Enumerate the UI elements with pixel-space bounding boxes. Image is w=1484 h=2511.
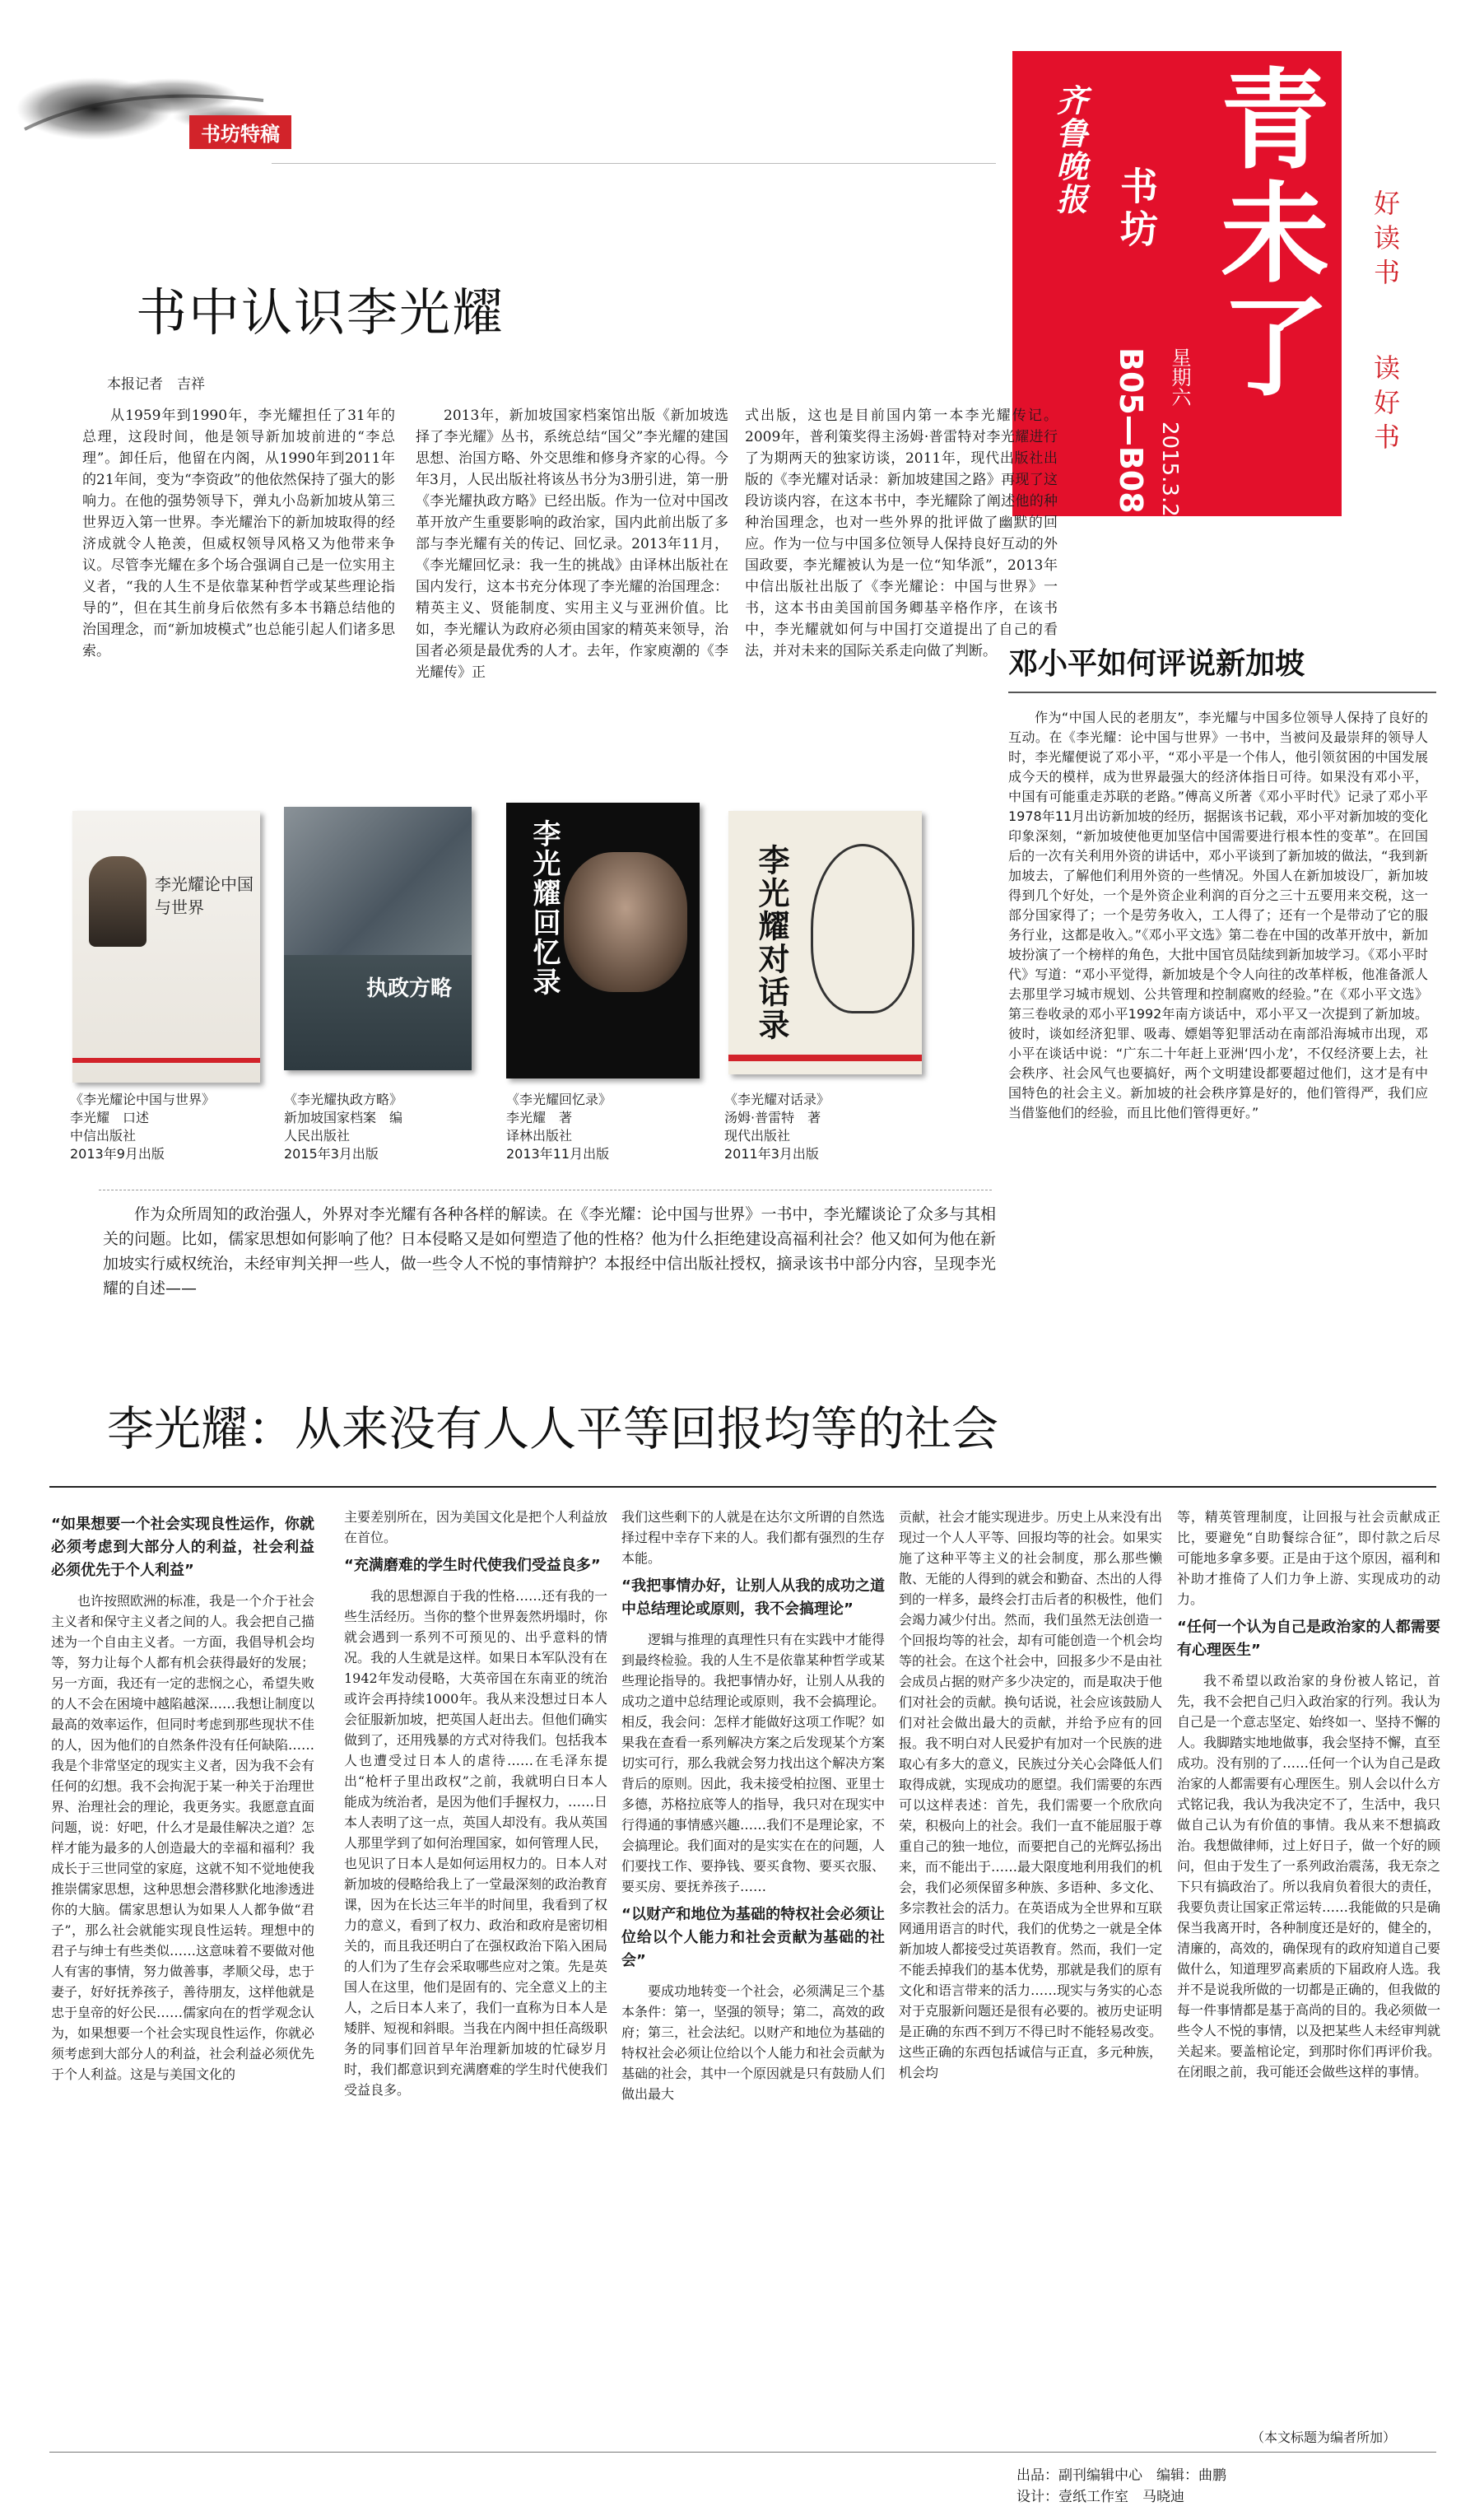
- book3-publisher: 译林出版社: [506, 1128, 573, 1144]
- book2-publisher: 人民出版社: [284, 1128, 351, 1144]
- cover1-red-band: [72, 1058, 260, 1063]
- book4-date: 2011年3月出版: [724, 1146, 819, 1162]
- article1-title: 书中认识李光耀: [136, 282, 505, 342]
- main-col5b-text: 我不希望以政治家的身份被人铭记，首先，我不会把自己归入政治家的行列。我认为自己是一个意志坚定、始终如一、坚持不懈的人。我脚踏实地地做事，我会坚持不懈，直至成功。没有别的了……任何一个认为自己是政治家的人都需要有心理医生。别人会以什么方式铭记我，我认为我决定不了，生活中，我只做自己认为有价值的事情。我从来不想搞政治。我想做律师，过上好日子，做一个好的顾问，但由于发生了一系列政治震荡，我无奈之下只有搞政治了。所以我肩负着很大的责任，我要负责让国家正常运转……我能做的只是确保当我离开时，各种制度还是好的，健全的，清廉的，高效的，确保现有的政府知道自己要做什么，知道理罗高素质的下届政府人选。我并不是说我所做的一切都是正确的，但我做的每一件事情都是基于高尚的目的。我必须做一些令人不悦的事情，以及把某些人未经审判就关起来。要盖棺论定，到那时你们再评价我。在闭眼之前，我可能还会做些这样的事情。: [1177, 1673, 1440, 2080]
- book2-title: 《李光耀执政方略》: [284, 1092, 403, 1107]
- intro-divider: [99, 1190, 992, 1191]
- book1-author: 李光耀 口述: [70, 1110, 150, 1125]
- pull-quote-5: “任何一个认为自己是政治家的人都需要有心理医生”: [1177, 1619, 1440, 1659]
- book-cover-3: [506, 803, 700, 1078]
- book-cover-1: [72, 811, 260, 1083]
- article2-text: 作为“中国人民的老朋友”，李光耀与中国多位领导人保持了良好的互动。在《李光耀：论中国与世界》一书中，当被问及最崇拜的领导人时，李光耀便说了邓小平，“邓小平是一个伟人，他引领贫困的中国发展成今天的模样，成为世界最强大的经济体指日可待。如果没有邓小平，中国有可能重走苏联的老路。”傅高义所著《邓小平时代》记录了邓小平1978年11月出访新加坡的经历，据据该书记载，邓小平对新加坡的变化印象深刻，“新加坡使他更加坚信中国需要进行根本性的变革”。在回国后的一次有关利用外资的讲话中，邓小平谈到了新加坡的做法，“我到新加坡去，了解他们利用外资的一些情况。外国人在新加坡设厂，新加坡得到几个好处，一个是外资企业利润的百分之三十五要用来交税，这一部分国家得了；一个是劳务收入，工人得了；还有一个是带动了它的服务行业，这都是收入。”《邓小平文选》第二卷在中国的改革开放中，新加坡扮演了一个榜样的角色，大批中国官员陆续到新加坡学习。《邓小平时代》写道：“邓小平觉得，新加坡是个令人向往的改革样板，他准备派人去那里学习城市规划、公共管理和控制腐败的经验。”在《邓小平文选》第三卷收录的邓小平1992年南方谈话中，邓小平又一次提到了新加坡。彼时，谈如经济犯罪、吸毒、嫖娼等犯罪活动在南部沿海城市出现，邓小平在谈话中说：“广东二十年赶上亚洲‘四小龙’，不仅经济要上去，社会秩序、社会风气也要搞好，两个文明建设都要超过他们，这才是有中国特色的社会主义。新加坡的社会秩序算是好的，他们管得严，我们应当借鉴他们的经验，而且比他们管得更好。”: [1008, 710, 1428, 1120]
- pull-quote-2: “充满磨难的学生时代使我们受益良多”: [344, 1557, 601, 1574]
- book1-publisher: 中信出版社: [70, 1128, 137, 1144]
- book4-publisher: 现代出版社: [724, 1128, 791, 1144]
- main-col2b-text: 我的思想源自于我的性格……还有我的一些生活经历。当你的整个世界轰然坍塌时，你就会遇到一系列不可预见的、出乎意料的情况。我的人生就是这样。如果日本军队没有在1942年发动侵略，大英帝国在东南亚的统治或许会再持续1000年。我从来没想过日本人会征服新加坡，把英国人赶出去。但他们确实做到了，还用残暴的方式对待我们。包括我本人也遭受过日本人的虐待……在毛泽东提出“枪杆子里出政权”之前，我就明白日本人能成为统治者，是因为他们手握权力，……日本人表明了这一点，英国人却没有。我从英国人那里学到了如何治理国家，如何管理人民，也见识了日本人是如何运用权力的。日本人对新加坡的侵略给我上了一堂最深刻的政治教育课，因为在长达三年半的时间里，我看到了权力的意义，看到了权力、政治和政府是密切相关的，而且我还明白了在强权政治下陷入困局的人们为了生存会采取哪些应对之策。先是英国人在这里，他们是固有的、完全意义上的主人，之后日本人来了，我们一直称为日本人是矮胖、短视和斜眼。当我在内阁中担任高级职务的同事们回首早年治理新加坡的忙碌岁月时，我们都意识到充满磨难的学生时代使我们受益良多。: [344, 1588, 607, 2098]
- masthead-sub: 书坊: [1114, 166, 1159, 252]
- intro-text: 作为众所周知的政治强人，外界对李光耀有各种各样的解读。在《李光耀：论中国与世界》一书中，李光耀谈论了众多与其相关的问题。比如，儒家思想如何影响了他？日本侵略又是如何塑造了他的性格？他为什么拒绝建设高福利社会？他又如何为他在新加坡实行威权统治，未经审判关押一些人，做一些令人不悦的事情辩护？本报经中信出版社授权，摘录该书中部分内容，呈现李光耀的自述——: [103, 1205, 996, 1297]
- book1-title: 《李光耀论中国与世界》: [70, 1092, 216, 1107]
- book-caption-1: [70, 1091, 272, 1163]
- book-cover-4: [728, 811, 922, 1074]
- book3-date: 2013年11月出版: [506, 1146, 610, 1162]
- slogan-right: 读好书: [1370, 354, 1401, 458]
- book1-date: 2013年9月出版: [70, 1146, 165, 1162]
- cover4-title: 李光耀对话录: [753, 844, 789, 1041]
- article1-column-1: [82, 405, 395, 817]
- main-col3b-text: 逻辑与推理的真理性只有在实践中才能得到最终检验。我的人生不是依靠某种哲学或某些理论指导的。我把事情办好，让别人从我的成功之道中总结理论或原则，我不会搞理论。相反，我会问：怎样才能做好这项工作呢？如果我在查看一系列解决方案之后发现某个方案切实可行，那么我就会努力找出这个解决方案背后的原则。因此，我未接受柏拉图、亚里士多德，苏格拉底等人的指导，我只对在现实中行得通的事情感兴趣……我们不是理论家，不会搞理论。我们面对的是实实在在的问题，人们要找工作、要挣钱、要买食物、要买衣服、要买房、要抚养孩子……: [621, 1632, 885, 1894]
- cover1-portrait: [89, 856, 147, 947]
- cover2-photo: [284, 807, 472, 955]
- main-column-1: [51, 1507, 314, 2429]
- main-column-5: [1177, 1507, 1440, 2429]
- book3-title: 《李光耀回忆录》: [506, 1092, 612, 1107]
- book2-date: 2015年3月出版: [284, 1146, 379, 1162]
- main-col5a-text: 等，精英管理制度，让回报与社会贡献成正比，要避免“自助餐综合征”，即付款之后尽可能地多拿多要。正是由于这个原因，福利和补助才推倚了人们力争上游、实现成功的动力。: [1177, 1509, 1440, 1607]
- page-range: B05—B08: [1113, 347, 1149, 514]
- book3-author: 李光耀 著: [506, 1110, 573, 1125]
- book-caption-2: [284, 1091, 486, 1163]
- book4-title: 《李光耀对话录》: [724, 1092, 830, 1107]
- pull-quote-4: “以财产和地位为基础的特权社会必须让位给以个人能力和社会贡献为基础的社会”: [621, 1906, 885, 1969]
- main-column-2: [344, 1507, 607, 2429]
- article1-col3-text: 式出版，这也是目前国内第一本李光耀传记。2009年，普利策奖得主汤姆·普雷特对李光耀进行了为期两天的独家访谈，2011年，现代出版社出版的《李光耀对话录：新加坡建国之路》再现了这段访谈内容，在这本书中，李光耀除了阐述他的种种治国理念，也对一些外界的批评做了幽默的回应。作为一位与中国多位领导人保持良好互动的外国政要，李光耀被认为是一位“知华派”，2013年中信出版社出版了《李光耀论：中国与世界》一书，这本书由美国前国务卿基辛格作序，在该书中，李光耀就如何与中国打交道提出了自己的看法，并对未来的国际关系走向做了判断。: [745, 408, 1058, 659]
- book-caption-4: [724, 1091, 926, 1163]
- article2-title-rule: [1008, 692, 1436, 693]
- header-divider: [272, 163, 996, 164]
- cover3-portrait: [564, 852, 687, 992]
- article1-col2-text: 2013年，新加坡国家档案馆出版《新加坡选择了李光耀》丛书，系统总结“国父”李光耀的建国思想、治国方略、外交思维和修身齐家的心得。今年3月，人民出版社将该丛书分为3册引进，第一册《李光耀执政方略》已经出版。作为一位对中国改革开放产生重要影响的政治家，国内此前出版了多部与李光耀有关的传记、回忆录。2013年11月，《李光耀回忆录：我一生的挑战》由译林出版社在国内发行，这本书充分体现了李光耀的治国理念：精英主义、贤能制度、实用主义与亚洲价值。比如，李光耀认为政府必须由国家的精英来领导，治国者必须是最优秀的人才。去年，作家庾潮的《李光耀传》正: [416, 408, 728, 681]
- cover2-title: 执政方略: [366, 976, 453, 1001]
- cover4-caricature: [811, 844, 914, 1013]
- slogan-left: 好读书: [1370, 189, 1401, 293]
- main-title-rule: [49, 1486, 1436, 1488]
- main-title: 李光耀：从来没有人人平等回报均等的社会: [107, 1402, 998, 1456]
- book-caption-3: [506, 1091, 708, 1163]
- main-col2a-text: 主要差别所在，因为美国文化是把个人利益放在首位。: [344, 1509, 607, 1545]
- section-tag-label: 书坊特稿: [201, 123, 280, 146]
- cover3-title: 李光耀回忆录: [528, 819, 561, 997]
- pull-quote-3: “我把事情办好，让别人从我的成功之道中总结理论或原则，我不会搞理论”: [621, 1577, 885, 1618]
- main-col3c-text: 要成功地转变一个社会，必须满足三个基本条件：第一，坚强的领导；第二，高效的政府；第三，社会法纪。以财产和地位为基础的特权社会必须让位给以个人能力和社会贡献为基础的社会，其中一个原因就是只有鼓励人们做出最大: [621, 1983, 885, 2102]
- book4-author: 汤姆·普雷特 著: [724, 1110, 821, 1125]
- article1-col1-text: 从1959年到1990年，李光耀担任了31年的总理，这段时间，他是领导新加坡前进的“李总理”。卸任后，他留在内阁，从1990年到2011年的21年间，变为“李资政”的他依然保持了强大的影响力。在他的强势领导下，弹丸小岛新加坡从第三世界迈入第一世界。李光耀治下的新加坡取得的经济成就令人艳羡，但威权领导风格又为他带来争议。尽管李光耀在多个场合强调自己是一位实用主义者，“我的人生不是依靠某种哲学或某些理论指导的”，但在其生前身后依然有多本书籍总结他的治国理念，而“新加坡模式”也总能引起人们诸多思索。: [82, 408, 395, 659]
- article2-body: [1008, 708, 1428, 1284]
- weekday: 星期六: [1168, 347, 1191, 407]
- editor-note: （本文标题为编者所加）: [1251, 2429, 1397, 2445]
- masthead-title: 青未了: [1202, 63, 1328, 403]
- book2-author: 新加坡国家档案 编: [284, 1110, 403, 1125]
- main-column-4: [899, 1507, 1162, 2429]
- masthead-box: [1012, 51, 1342, 531]
- main-col4-text: 贡献，社会才能实现进步。历史上从来没有出现过一个人人平等、回报均等的社会。如果实施了这种平等主义的社会制度，那么那些懒散、无能的人得到的就会和勤奋、杰出的人得到的一样多，最终会打击后者的积极性，他们会竭力减少付出。然而，我们虽然无法创造一个回报均等的社会，却有可能创造一个机会均等的社会。在这个社会中，回报多少不是由社会成员占据的财产多少决定的，而是取决于他们对社会的贡献。换句话说，社会应该鼓励人们对社会做出最大的贡献，并给予应有的回报。我不明白对人民爱护有加对一个民族的进取心有多大的意义，民族过分关心会降低人们取得成就，实现成功的愿望。我们需要的东西可以这样表述：首先，我们需要一个欣欣向荣，积极向上的社会。我们一直不能屈服于尊重自己的独一地位，而要把自己的光辉弘扬出来，而不能出于……最大限度地利用我们的机会，我们必须保留多种族、多语种、多文化、多宗教社会的活力。在英语成为全世界和互联网通用语言的时代，我们的优势之一就是全体新加坡人都接受过英语教育。然而，我们一定不能丢掉我们的基本优势，那就是我们的原有文化和语言带来的活力……现实与务实的心态对于克服新问题还是很有必要的。被历史证明是正确的东西不到万不得已时不能轻易改变。这些正确的东西包括诚信与正直，多元种族，机会均: [899, 1509, 1162, 2080]
- footer-rule: [49, 2452, 1436, 2453]
- main-col3a-text: 我们这些剩下的人就是在达尔文所谓的自然选择过程中幸存下来的人。我们都有强烈的生存本能。: [621, 1509, 885, 1566]
- main-column-3: [621, 1507, 885, 2429]
- main-col1-text: 也许按照欧洲的标准，我是一个介于社会主义者和保守主义者之间的人。我会把自己描述为一个自由主义者。一方面，我倡导机会均等，努力让每个人都有机会获得最好的发展；另一方面，我还有一定的悲悯之心，希望失败的人不会在困境中越陷越深……我想让制度以最高的效率运作，但同时考虑到那些现状不佳的人，因为他们的自然条件没有任何缺陷……我是个非常坚定的现实主义者，因为我不会有任何的幻想。我不会拘泥于某一种关于治理世界、治理社会的理论，我更务实。我愿意直面问题，说：好吧，什么才是最佳解决之道？怎样才能为最多的人创造最大的幸福和福利？我成长于三世同堂的家庭，这就不知不觉地使我推崇儒家思想，这种思想会潜移默化地渗透进你的大脑。儒家思想认为如果人人都争做“君子”，那么社会就能实现良性运转。理想中的君子与绅士有些类似……这意味着不要做对他人有害的事情，努力做善事，孝顺父母，忠于妻子，好好抚养孩子，善待朋友，这样他就是忠于皇帝的好公民……儒家向在的哲学观念认为，如果想要一个社会实现良性运作，你就必须考虑到大部分人的利益，社会利益必须优先于个人利益。这是与美国文化的: [51, 1593, 314, 2082]
- cover4-red-strip: [728, 1055, 922, 1061]
- article2-title: 邓小平如何评说新加坡: [1008, 647, 1305, 681]
- issue-date: 2015.3.28: [1157, 422, 1182, 531]
- footer-credits-1: 出品：副刊编辑中心 编辑：曲鹏: [1016, 2467, 1226, 2484]
- article1-byline: 本报记者 吉祥: [107, 376, 205, 393]
- footer-credits-2: 设计：壹纸工作室 马晓迪: [1016, 2489, 1184, 2505]
- pull-quote-1: “如果想要一个社会实现良性运作，你就必须考虑到大部分人的利益，社会利益必须优先于个人利益”: [51, 1516, 314, 1579]
- paper-name: 齐鲁晚报: [1051, 84, 1088, 216]
- section-tag: [189, 115, 291, 149]
- book-cover-2: [284, 807, 472, 1070]
- cover1-title: 李光耀论中国与世界: [155, 874, 254, 917]
- article1-column-2: [416, 405, 728, 817]
